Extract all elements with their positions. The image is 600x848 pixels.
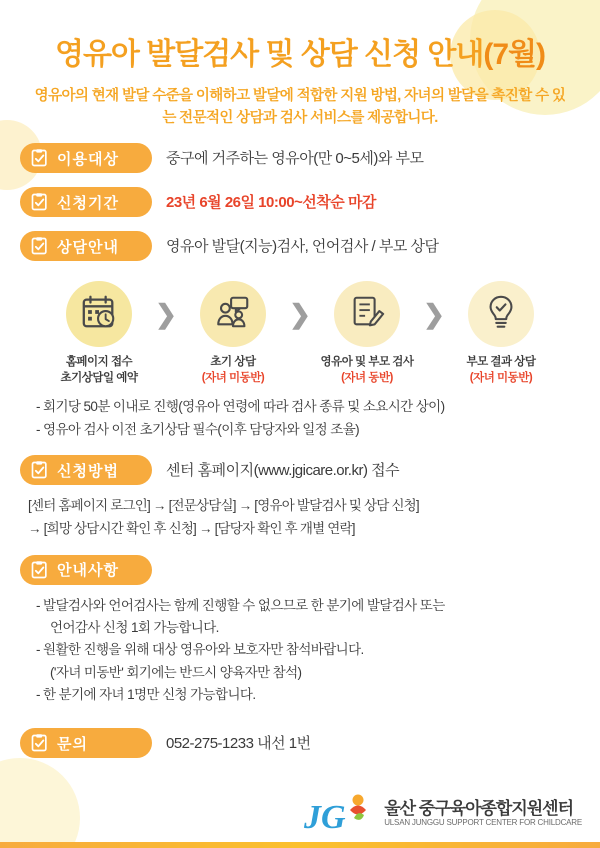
process-notes — [20, 396, 580, 441]
info-row-target — [20, 143, 580, 173]
info-row-period-text: 23년 6월 26일 10:00~선착순 마감 — [166, 193, 376, 211]
footer-center-name-kr: 울산 중구육아종합지원센터 — [384, 798, 574, 818]
label-pill-period-text: 신청기간 — [57, 194, 119, 212]
guide-notes — [20, 595, 580, 706]
label-pill-target — [20, 143, 152, 173]
info-row-target-text: 중구에 거주하는 영유아(만 0~5세)와 부모 — [166, 149, 424, 167]
bottom-accent-bar — [0, 842, 600, 848]
decorative-blob — [0, 758, 80, 848]
page-subtitle: 영유아의 현재 발달 수준을 이해하고 발달에 적합한 지원 방법, 자녀의 발달을 촉진할 수 있는 전문적인 상담과 검사 서비스를 제공합니다. — [34, 87, 566, 126]
process-note: - 회기당 50분 이내로 진행(영유아 연령에 따라 검사 종류 및 소요시간 상이) — [36, 399, 445, 415]
label-pill-period — [20, 187, 152, 217]
label-pill-target-text: 이용대상 — [57, 150, 119, 168]
process-step-4-label: 부모 결과 상담 — [466, 356, 536, 369]
lightbulb-check-icon — [482, 293, 520, 336]
label-pill-contact-text: 문의 — [57, 735, 88, 753]
step-icon-circle — [200, 281, 266, 347]
apply-flow-line: → [희망 상담시간 확인 후 신청] → [담당자 확인 후 개별 연락] — [28, 520, 355, 536]
process-step-3 — [311, 281, 423, 386]
process-step-3-sub: (자녀 동반) — [341, 371, 393, 384]
test-paper-pencil-icon — [348, 293, 386, 336]
calendar-clock-icon — [80, 293, 118, 336]
chevron-right-icon: ❯ — [155, 299, 177, 330]
clipboard-check-icon — [30, 733, 50, 753]
label-pill-contact — [20, 728, 152, 758]
guide-note: 언어감사 신청 1회 가능합니다. — [50, 620, 219, 636]
clipboard-check-icon — [30, 148, 50, 168]
label-pill-counsel-text: 상담안내 — [57, 238, 119, 256]
page-title — [20, 38, 580, 73]
page-title-month: (7월) — [483, 38, 546, 71]
chevron-right-icon: ❯ — [423, 299, 445, 330]
info-row-apply-text: 센터 홈페이지(www.jgicare.or.kr) 접수 — [166, 461, 400, 479]
process-step-4 — [445, 281, 557, 386]
process-step-2-sub: (자녀 미동반) — [201, 371, 265, 384]
process-steps — [20, 281, 580, 386]
counseling-people-icon — [214, 293, 252, 336]
process-step-3-label: 영유아 및 부모 검사 — [320, 356, 414, 369]
footer-logo — [302, 790, 582, 836]
page-title-main: 영유아 발달검사 및 상담 신청 안내 — [54, 38, 484, 71]
info-row-guide — [20, 555, 580, 585]
label-pill-apply — [20, 455, 152, 485]
clipboard-check-icon — [30, 560, 50, 580]
info-row-contact — [20, 728, 580, 758]
process-step-2-label: 초기 상담 — [210, 356, 256, 369]
step-icon-circle — [468, 281, 534, 347]
clipboard-check-icon — [30, 236, 50, 256]
guide-note: - 한 분기에 자녀 1명만 신청 가능합니다. — [36, 686, 256, 702]
process-step-1 — [43, 281, 155, 386]
jgicare-logo-icon — [302, 790, 376, 836]
info-row-contact-text: 052-275-1233 내선 1번 — [166, 734, 311, 752]
clipboard-check-icon — [30, 460, 50, 480]
info-row-counsel-text: 영유아 발달(지능)검사, 언어검사 / 부모 상담 — [166, 237, 439, 255]
process-step-4-sub: (자녀 미동반) — [469, 371, 533, 384]
label-pill-guide-text: 안내사항 — [57, 562, 119, 580]
step-icon-circle — [66, 281, 132, 347]
process-step-2 — [177, 281, 289, 386]
label-pill-apply-text: 신청방법 — [57, 462, 119, 480]
info-row-apply — [20, 455, 580, 485]
info-row-period — [20, 187, 580, 217]
guide-note: ('자녀 미동반' 회기에는 반드시 양육자만 참석) — [50, 664, 302, 680]
label-pill-counsel — [20, 231, 152, 261]
apply-flow — [20, 495, 580, 541]
footer-center-name-en: ULSAN JUNGGU SUPPORT CENTER FOR CHILDCARE — [384, 818, 582, 828]
info-row-counsel — [20, 231, 580, 261]
apply-flow-line: [센터 홈페이지 로그인] → [전문상담실] → [영유아 발달검사 및 상담 신청] — [28, 498, 419, 513]
clipboard-check-icon — [30, 192, 50, 212]
label-pill-guide — [20, 555, 152, 585]
footer-logo-text — [384, 799, 582, 828]
step-icon-circle — [334, 281, 400, 347]
process-note: - 영유아 검사 이전 초기상담 필수(이후 담당자와 일정 조율) — [36, 421, 360, 437]
guide-note: - 발달검사와 언어검사는 함께 진행할 수 없으므로 한 분기에 발달검사 또는 — [36, 597, 445, 613]
svg-text:JG: JG — [304, 799, 346, 836]
guide-note: - 원활한 진행을 위해 대상 영유아와 보호자만 참석바랍니다. — [36, 642, 364, 658]
process-step-1-label: 홈페이지 접수 초기상담일 예약 — [60, 356, 138, 384]
chevron-right-icon: ❯ — [289, 299, 311, 330]
